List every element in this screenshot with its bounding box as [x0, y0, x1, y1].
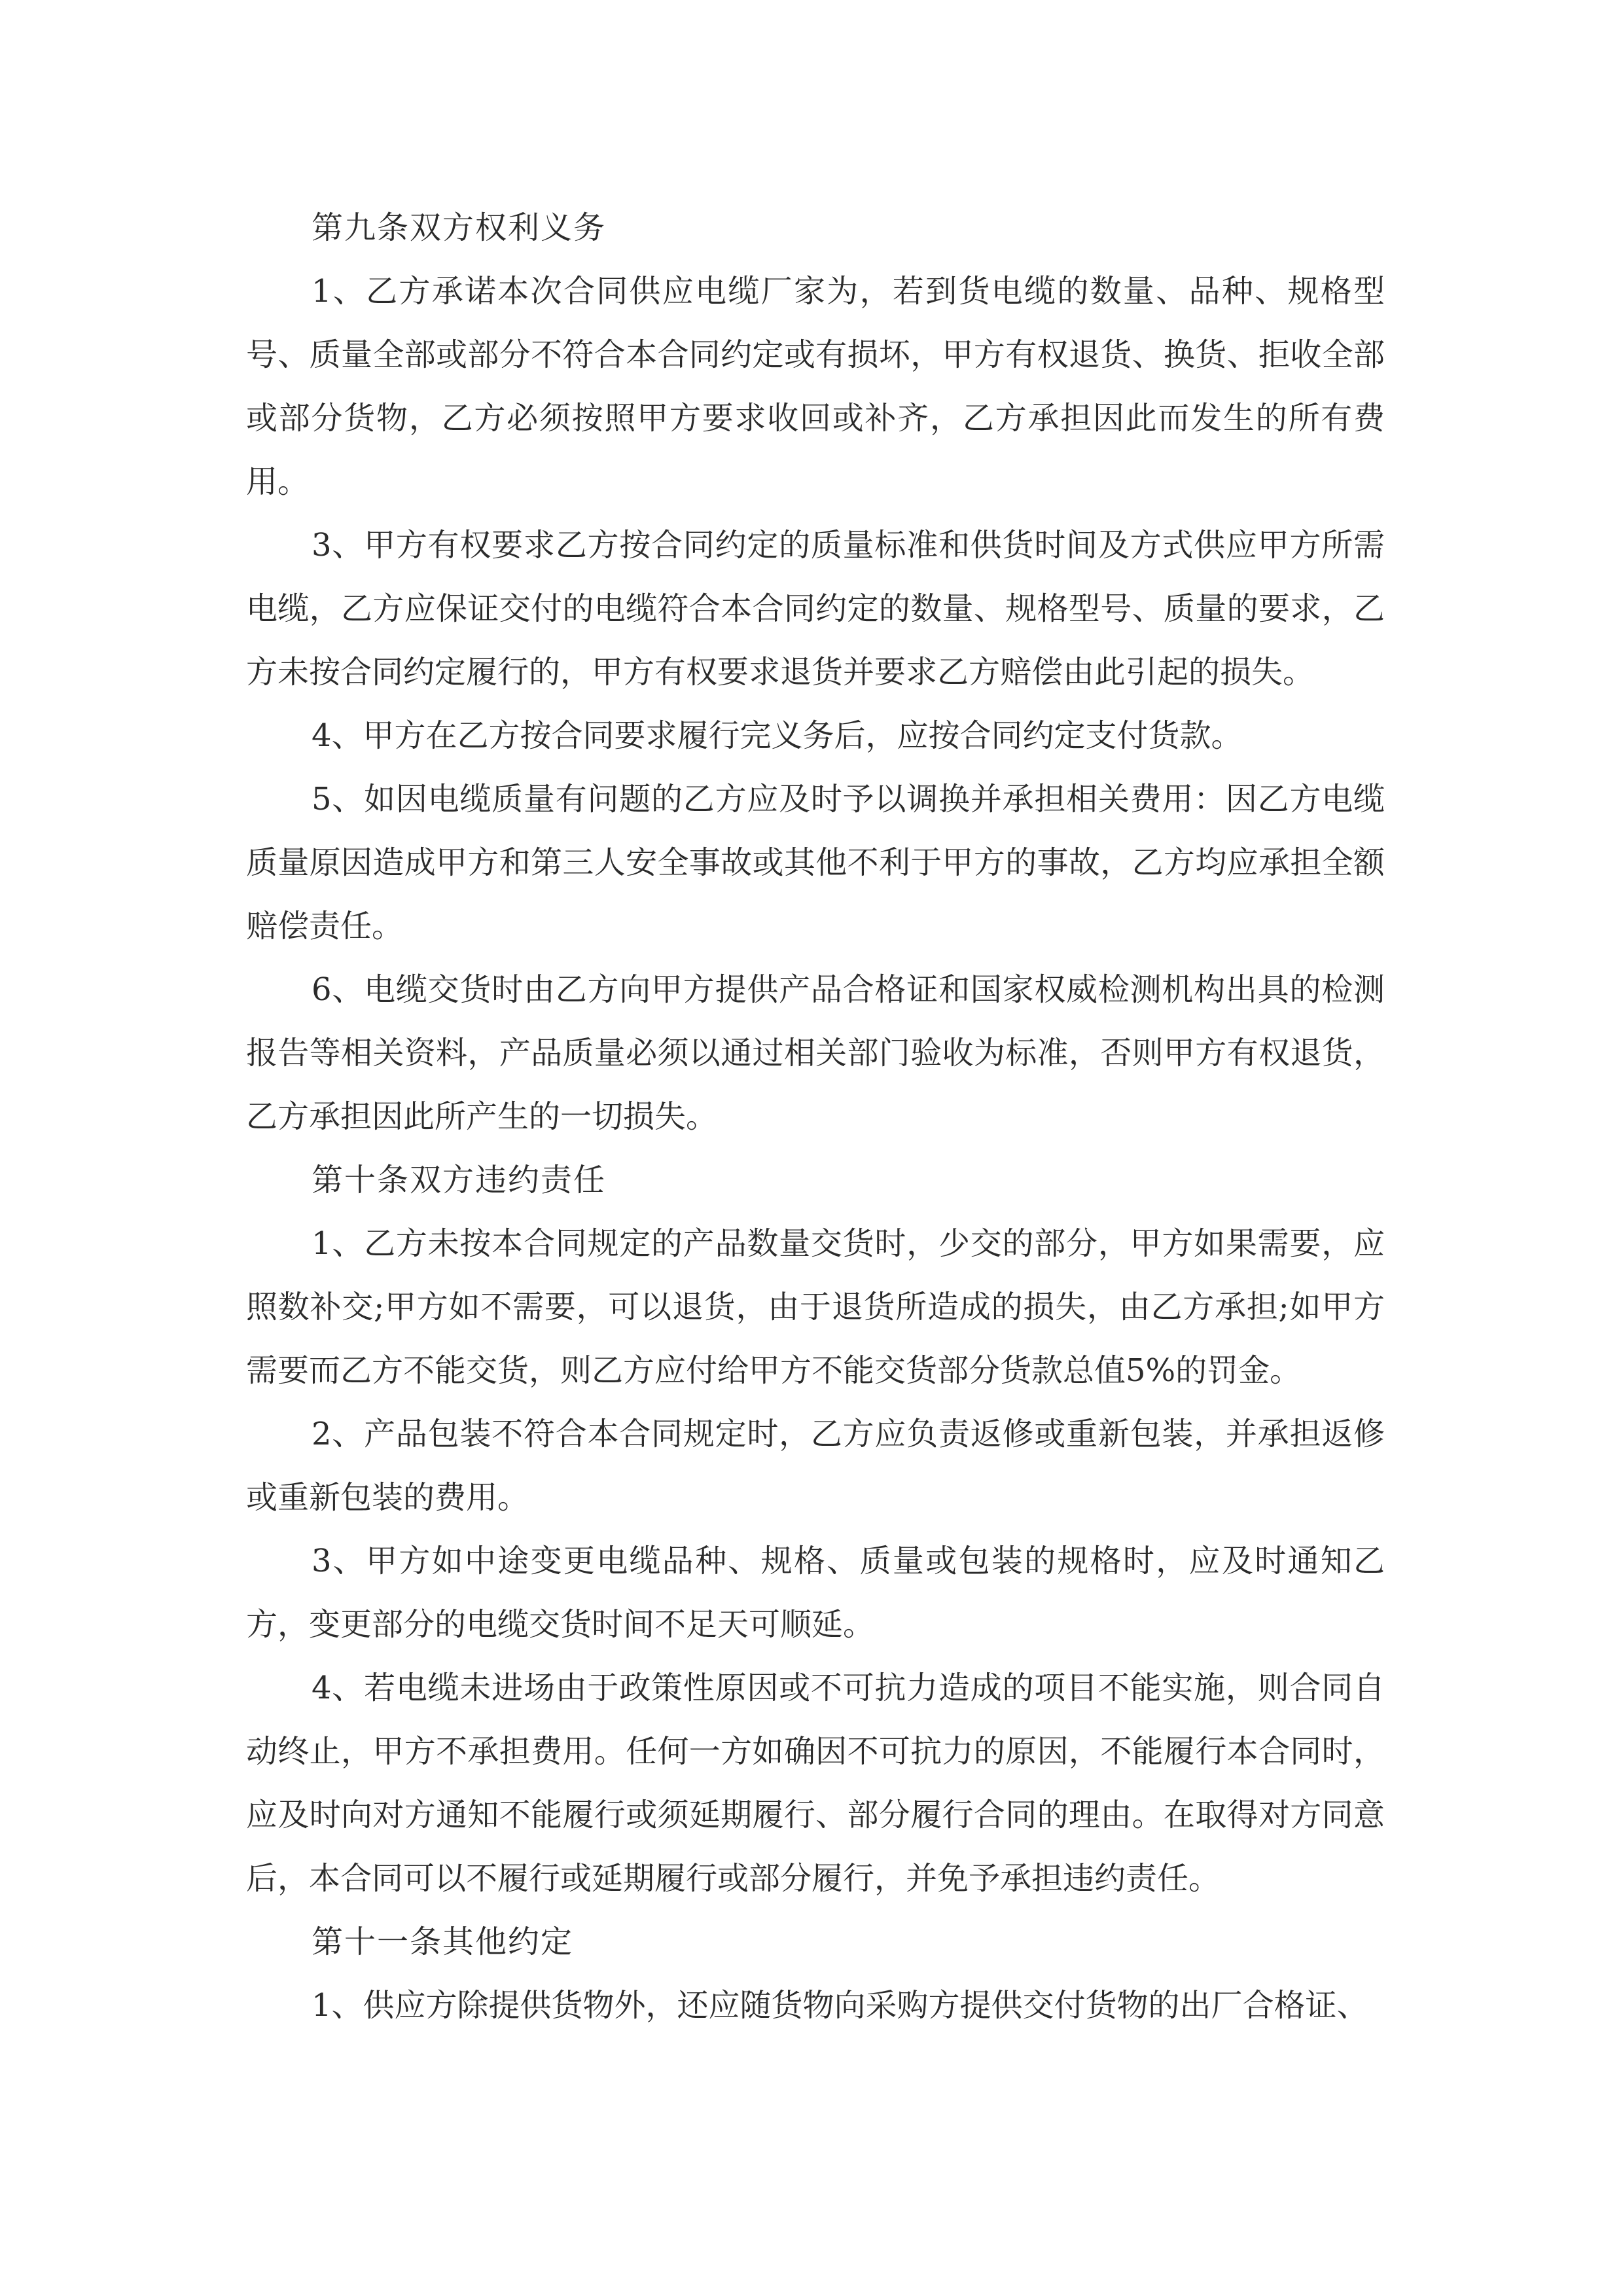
- paragraph: 2、产品包装不符合本合同规定时，乙方应负责返修或重新包装，并承担返修或重新包装的费用。: [246, 1416, 1385, 1516]
- paragraph: 3、甲方如中途变更电缆品种、规格、质量或包装的规格时，应及时通知乙方，变更部分的电缆交货时间不足天可顺延。: [246, 1543, 1385, 1643]
- section-heading: 第十条双方违约责任: [312, 1162, 607, 1198]
- section-heading: 第十一条其他约定: [312, 1924, 574, 1960]
- paragraph: 1、乙方未按本合同规定的产品数量交货时，少交的部分，甲方如果需要，应照数补交;甲方如不需要，可以退货，由于退货所造成的损失，由乙方承担;如甲方需要而乙方不能交货，则乙方应付给甲方不能交货部分货款总值5%的罚金。: [246, 1225, 1385, 1389]
- paragraph: 1、供应方除提供货物外，还应随货物向采购方提供交付货物的出厂合格证、: [312, 1987, 1368, 2024]
- paragraph: 1、乙方承诺本次合同供应电缆厂家为，若到货电缆的数量、品种、规格型号、质量全部或部分不符合本合同约定或有损坏，甲方有权退货、换货、拒收全部或部分货物，乙方必须按照甲方要求收回或补齐，乙方承担因此而发生的所有费用。: [246, 273, 1385, 500]
- paragraph: 6、电缆交货时由乙方向甲方提供产品合格证和国家权威检测机构出具的检测报告等相关资料，产品质量必须以通过相关部门验收为标准，否则甲方有权退货，乙方承担因此所产生的一切损失。: [246, 971, 1385, 1135]
- paragraph: 5、如因电缆质量有问题的乙方应及时予以调换并承担相关费用：因乙方电缆质量原因造成甲方和第三人安全事故或其他不利于甲方的事故，乙方均应承担全额赔偿责任。: [246, 781, 1385, 944]
- paragraph: 4、若电缆未进场由于政策性原因或不可抗力造成的项目不能实施，则合同自动终止，甲方不承担费用。任何一方如确因不可抗力的原因，不能履行本合同时，应及时向对方通知不能履行或须延期履行、部分履行合同的理由。在取得对方同意后，本合同可以不履行或延期履行或部分履行，并免予承担违约责任。: [246, 1670, 1385, 1897]
- paragraph: 4、甲方在乙方按合同要求履行完义务后，应按合同约定支付货款。: [312, 717, 1243, 754]
- document-body: [246, 196, 1385, 2037]
- paragraph: 3、甲方有权要求乙方按合同约定的质量标准和供货时间及方式供应甲方所需电缆，乙方应保证交付的电缆符合本合同约定的数量、规格型号、质量的要求，乙方未按合同约定履行的，甲方有权要求退货并要求乙方赔偿由此引起的损失。: [246, 527, 1385, 691]
- section-heading: 第九条双方权利义务: [312, 209, 607, 246]
